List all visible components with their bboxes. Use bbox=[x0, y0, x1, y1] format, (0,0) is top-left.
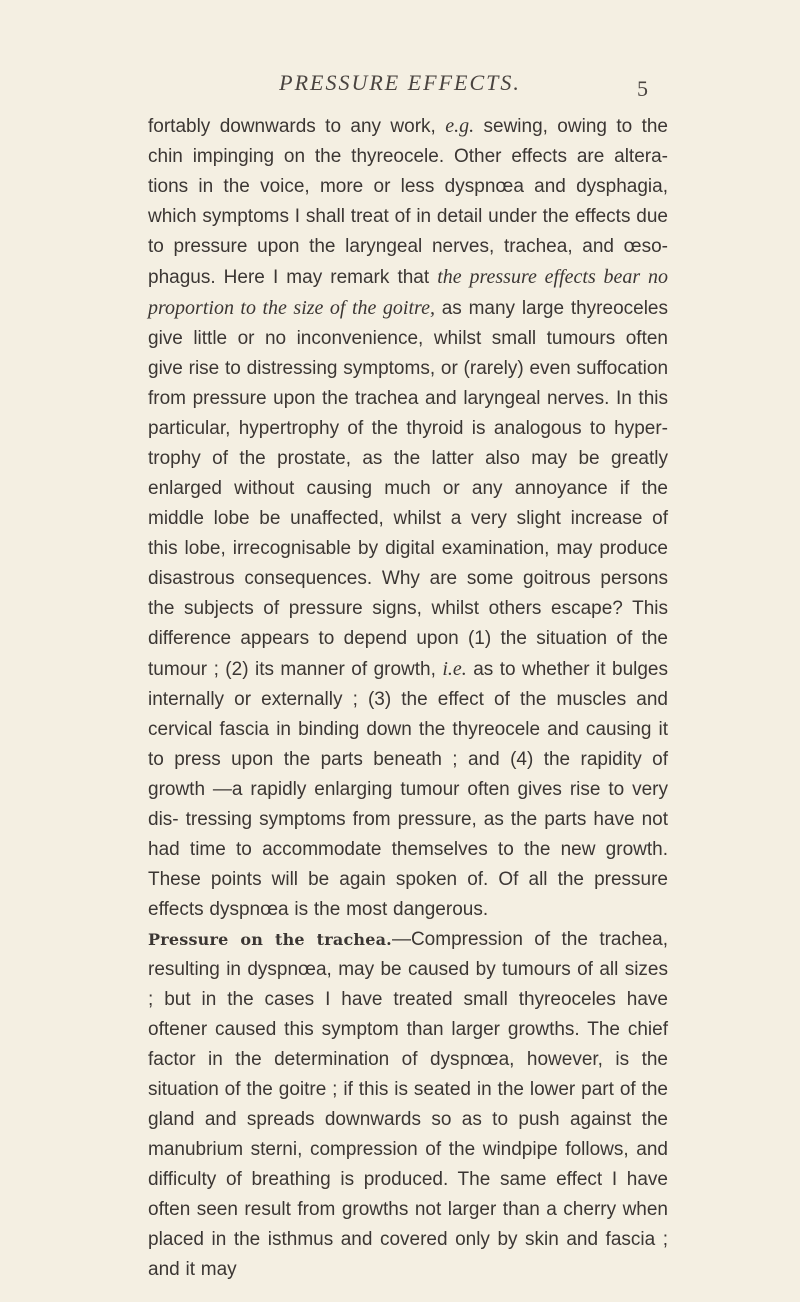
page-number: 5 bbox=[637, 76, 648, 101]
running-head bbox=[40, 70, 760, 100]
paragraph-1-text-1: fortably downwards to any work, bbox=[148, 116, 446, 137]
paragraph-2 bbox=[148, 925, 668, 1285]
running-title: PRESSURE EFFECTS. bbox=[279, 70, 521, 95]
italic-pressure-remark: the pressure effects bear no proportion to the size of the goitre, bbox=[148, 266, 668, 319]
italic-ie: i.e. bbox=[442, 658, 467, 680]
section-heading: Pressure on the trachea. bbox=[148, 930, 392, 949]
paragraph-1-text-4: as to whether it bulges internally or externally ; (3) the effect of the muscles and cervical fascia in binding down the thyreocele and causing it to press upon the parts beneath ; and (4) the rapidity of growth —a rapidly enlarging tumour often gives rise to very dis- tressing symptoms from pressure, as the parts have not had time to accommodate themselves to the new growth. These points will be again spoken of. Of all the pressure effects dyspnœa is the most dangerous. bbox=[148, 659, 668, 920]
paragraph-1 bbox=[148, 111, 668, 925]
italic-eg: e.g. bbox=[445, 115, 475, 137]
body-text bbox=[148, 111, 668, 1285]
paragraph-2-text: —Compression of the trachea, resulting in dyspnœa, may be caused by tumours of all sizes ; but in the cases I have treated small thyreoceles have oftener caused this symptom than larger growths. The chief factor in the determination of dyspnœa, however, is the situation of the goitre ; if this is seated in the lower part of the gland and spreads downwards so as to push against the manubrium sterni, compression of the windpipe follows, and difficulty of breathing is produced. The same effect I have often seen result from growths not larger than a cherry when placed in the isthmus and covered only by skin and fascia ; and it may bbox=[148, 929, 668, 1280]
paragraph-1-text-3: as many large thyreoceles give little or no inconvenience, whilst small tumours often give rise to distressing symptoms, or (rarely) even suffocation from pressure upon the trachea and laryngeal nerves. In this particular, hypertrophy of the thyroid is analogous to hyper- trophy of the prostate, as the latter also may be greatly enlarged without causing much or any annoyance if the middle lobe be unaffected, whilst a very slight increase of this lobe, irrecognisable by digital examination, may produce disastrous consequences. Why are some goitrous persons the subjects of pressure signs, whilst others escape? This difference appears to depend upon (1) the situation of the tumour ; (2) its manner of growth, bbox=[148, 298, 669, 680]
paragraph-1-text-2: sewing, owing to the chin impinging on the thyreocele. Other effects are altera- tions in the voice, more or less dyspnœa and dysphagia, which symptoms I shall treat of in detail under the effects due to pressure upon the laryngeal nerves, trachea, and œso- phagus. Here I may remark that bbox=[148, 116, 668, 288]
